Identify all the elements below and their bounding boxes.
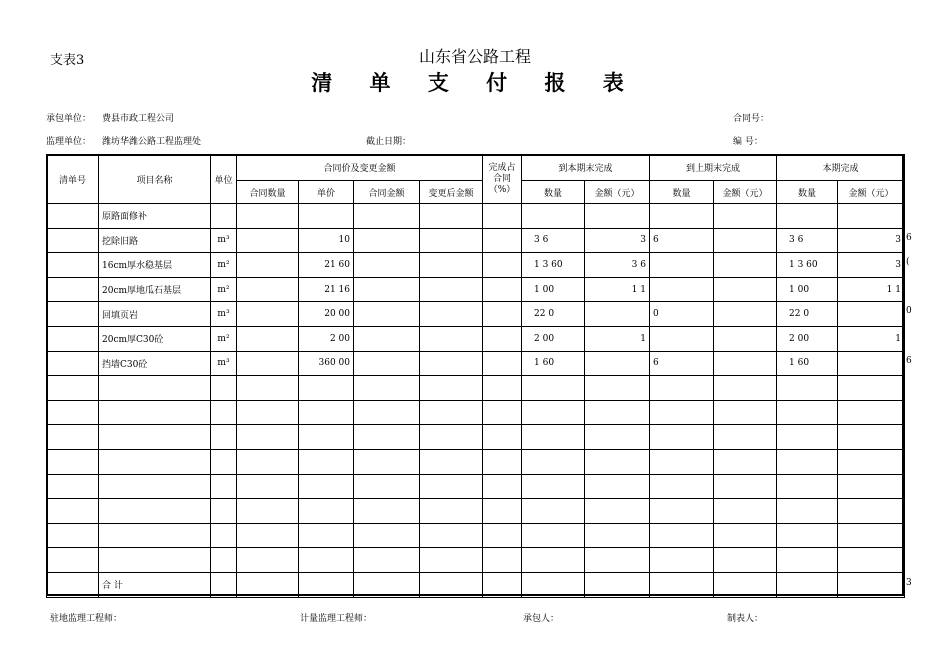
row-last-qty (650, 326, 714, 351)
row-contract-qty (237, 326, 299, 351)
header-this-amount: 金额（元） (838, 181, 905, 204)
row-item-no (47, 326, 99, 351)
row-contract-qty (237, 253, 299, 278)
table-row-empty (47, 376, 905, 401)
row-item-name: 16cm厚水稳基层 (99, 253, 211, 278)
contractor-sign: 承包人： (523, 614, 560, 624)
total-overflow-digit: 3 (906, 578, 912, 588)
row-contract-amount (354, 204, 420, 229)
overflow-digit: 6 (906, 355, 912, 366)
header-unit: 单位 (211, 155, 237, 204)
header-contract-group: 合同价及变更金额 (237, 155, 483, 181)
row-unit-price: 20 00 (299, 302, 354, 327)
row-changed-amount (420, 351, 483, 376)
row-changed-amount (420, 277, 483, 302)
row-this-amount (838, 302, 905, 327)
overflow-digit: 6 (906, 232, 912, 243)
row-cur-qty: 1 60 (522, 351, 585, 376)
row-item-name: 挡墙C30砼 (99, 351, 211, 376)
header-to-last-period: 到上期末完成 (650, 155, 777, 181)
header-this-period: 本期完成 (777, 155, 905, 181)
row-cur-qty: 2 00 (522, 326, 585, 351)
row-cur-amount: 1 1 (585, 277, 650, 302)
row-completion-pct (483, 204, 522, 229)
row-this-qty: 22 0 (777, 302, 838, 327)
total-label: 合 计 (99, 572, 211, 597)
row-unit-price: 360 00 (299, 351, 354, 376)
row-last-amount (714, 351, 777, 376)
table-row-empty (47, 499, 905, 524)
table-row (47, 204, 905, 229)
row-unit: m³ (211, 302, 237, 327)
header-item-name: 项目名称 (99, 155, 211, 204)
table-row (47, 228, 905, 253)
row-contract-amount (354, 253, 420, 278)
row-completion-pct (483, 228, 522, 253)
row-completion-pct (483, 326, 522, 351)
header-changed-amount: 变更后金额 (420, 181, 483, 204)
row-contract-amount (354, 302, 420, 327)
row-unit-price: 2 00 (299, 326, 354, 351)
header-to-this-period: 到本期末完成 (522, 155, 650, 181)
row-cur-amount (585, 351, 650, 376)
row-changed-amount (420, 326, 483, 351)
contractor-name: 费县市政工程公司 (102, 114, 175, 124)
row-cur-amount (585, 302, 650, 327)
row-last-qty: 6 (650, 351, 714, 376)
header-unit-price: 单价 (299, 181, 354, 204)
table-row (47, 326, 905, 351)
row-this-qty: 2 00 (777, 326, 838, 351)
table-row-empty (47, 548, 905, 573)
row-last-amount (714, 302, 777, 327)
row-item-no (47, 253, 99, 278)
row-item-name: 回填页岩 (99, 302, 211, 327)
header-this-qty: 数量 (777, 181, 838, 204)
row-cur-amount: 1 (585, 326, 650, 351)
row-unit-price: 10 (299, 228, 354, 253)
row-unit: m² (211, 326, 237, 351)
row-cur-amount: 3 (585, 228, 650, 253)
row-item-no (47, 302, 99, 327)
row-this-qty: 1 00 (777, 277, 838, 302)
resident-engineer-sign: 驻地监理工程师： (50, 614, 123, 624)
table-row (47, 253, 905, 278)
row-item-name: 20cm厚地瓜石基层 (99, 277, 211, 302)
row-unit: m³ (211, 351, 237, 376)
payment-table (46, 154, 905, 598)
row-last-qty (650, 253, 714, 278)
row-this-qty: 1 60 (777, 351, 838, 376)
row-last-amount (714, 253, 777, 278)
row-contract-qty (237, 204, 299, 229)
table-row (47, 351, 905, 376)
row-item-no (47, 351, 99, 376)
header-contract-qty: 合同数量 (237, 181, 299, 204)
table-row-empty (47, 523, 905, 548)
cutoff-date-label: 截止日期： (366, 137, 412, 147)
table-row (47, 277, 905, 302)
row-this-amount: 1 1 (838, 277, 905, 302)
row-this-amount (838, 204, 905, 229)
row-cur-qty: 22 0 (522, 302, 585, 327)
contractor-label: 承包单位： (46, 114, 92, 124)
row-this-qty: 3 6 (777, 228, 838, 253)
row-item-name: 挖除旧路 (99, 228, 211, 253)
row-last-qty (650, 277, 714, 302)
row-cur-qty: 3 6 (522, 228, 585, 253)
row-unit: m² (211, 253, 237, 278)
row-cur-amount: 3 6 (585, 253, 650, 278)
row-item-no (47, 277, 99, 302)
row-contract-qty (237, 302, 299, 327)
header-completion-pct: 完成占合同（%） (483, 155, 522, 204)
table-row-empty (47, 425, 905, 450)
header-cur-qty: 数量 (522, 181, 585, 204)
metering-engineer-sign: 计量监理工程师： (300, 614, 373, 624)
row-last-qty: 0 (650, 302, 714, 327)
row-last-amount (714, 228, 777, 253)
contract-no-label: 合同号： (733, 114, 770, 124)
row-unit-price: 21 16 (299, 277, 354, 302)
row-last-amount (714, 204, 777, 229)
overflow-digit: 0 (906, 306, 912, 317)
row-contract-qty (237, 277, 299, 302)
row-completion-pct (483, 277, 522, 302)
row-last-amount (714, 326, 777, 351)
row-completion-pct (483, 253, 522, 278)
table-row-empty (47, 474, 905, 499)
header-contract-amount: 合同金额 (354, 181, 420, 204)
row-unit-price (299, 204, 354, 229)
row-this-amount: 3 (838, 228, 905, 253)
header-cur-amount: 金额（元） (585, 181, 650, 204)
header-last-qty: 数量 (650, 181, 714, 204)
supervisor-label: 监理单位： (46, 137, 92, 147)
row-completion-pct (483, 302, 522, 327)
report-subtitle: 清 单 支 付 报 表 (311, 70, 639, 95)
row-cur-qty (522, 204, 585, 229)
preparer-sign: 制表人： (727, 614, 764, 624)
row-last-amount (714, 277, 777, 302)
row-item-no (47, 204, 99, 229)
row-contract-qty (237, 351, 299, 376)
row-item-name: 20cm厚C30砼 (99, 326, 211, 351)
row-contract-amount (354, 277, 420, 302)
row-this-qty (777, 204, 838, 229)
row-changed-amount (420, 253, 483, 278)
row-this-amount: 1 (838, 326, 905, 351)
row-this-amount (838, 351, 905, 376)
total-item-no (47, 572, 99, 597)
number-label: 编 号： (733, 137, 763, 147)
row-changed-amount (420, 228, 483, 253)
row-changed-amount (420, 204, 483, 229)
row-unit: m³ (211, 228, 237, 253)
row-contract-amount (354, 228, 420, 253)
row-this-qty: 1 3 60 (777, 253, 838, 278)
table-row-empty (47, 449, 905, 474)
row-this-amount: 3 (838, 253, 905, 278)
row-completion-pct (483, 351, 522, 376)
report-title: 山东省公路工程 (418, 47, 531, 66)
row-cur-amount (585, 204, 650, 229)
supervisor-name: 潍坊华潍公路工程监理处 (102, 137, 202, 147)
row-contract-qty (237, 228, 299, 253)
table-row (47, 302, 905, 327)
row-unit (211, 204, 237, 229)
header-last-amount: 金额（元） (714, 181, 777, 204)
doc-label: 支表3 (50, 53, 85, 68)
row-cur-qty: 1 3 60 (522, 253, 585, 278)
row-contract-amount (354, 351, 420, 376)
table-row-empty (47, 400, 905, 425)
row-item-no (47, 228, 99, 253)
row-unit-price: 21 60 (299, 253, 354, 278)
row-last-qty (650, 204, 714, 229)
row-last-qty: 6 (650, 228, 714, 253)
row-cur-qty: 1 00 (522, 277, 585, 302)
row-contract-amount (354, 326, 420, 351)
header-item-no: 清单号 (47, 155, 99, 204)
row-changed-amount (420, 302, 483, 327)
row-unit: m² (211, 277, 237, 302)
overflow-digit: ( (906, 257, 910, 268)
row-item-name: 原路面修补 (99, 204, 211, 229)
